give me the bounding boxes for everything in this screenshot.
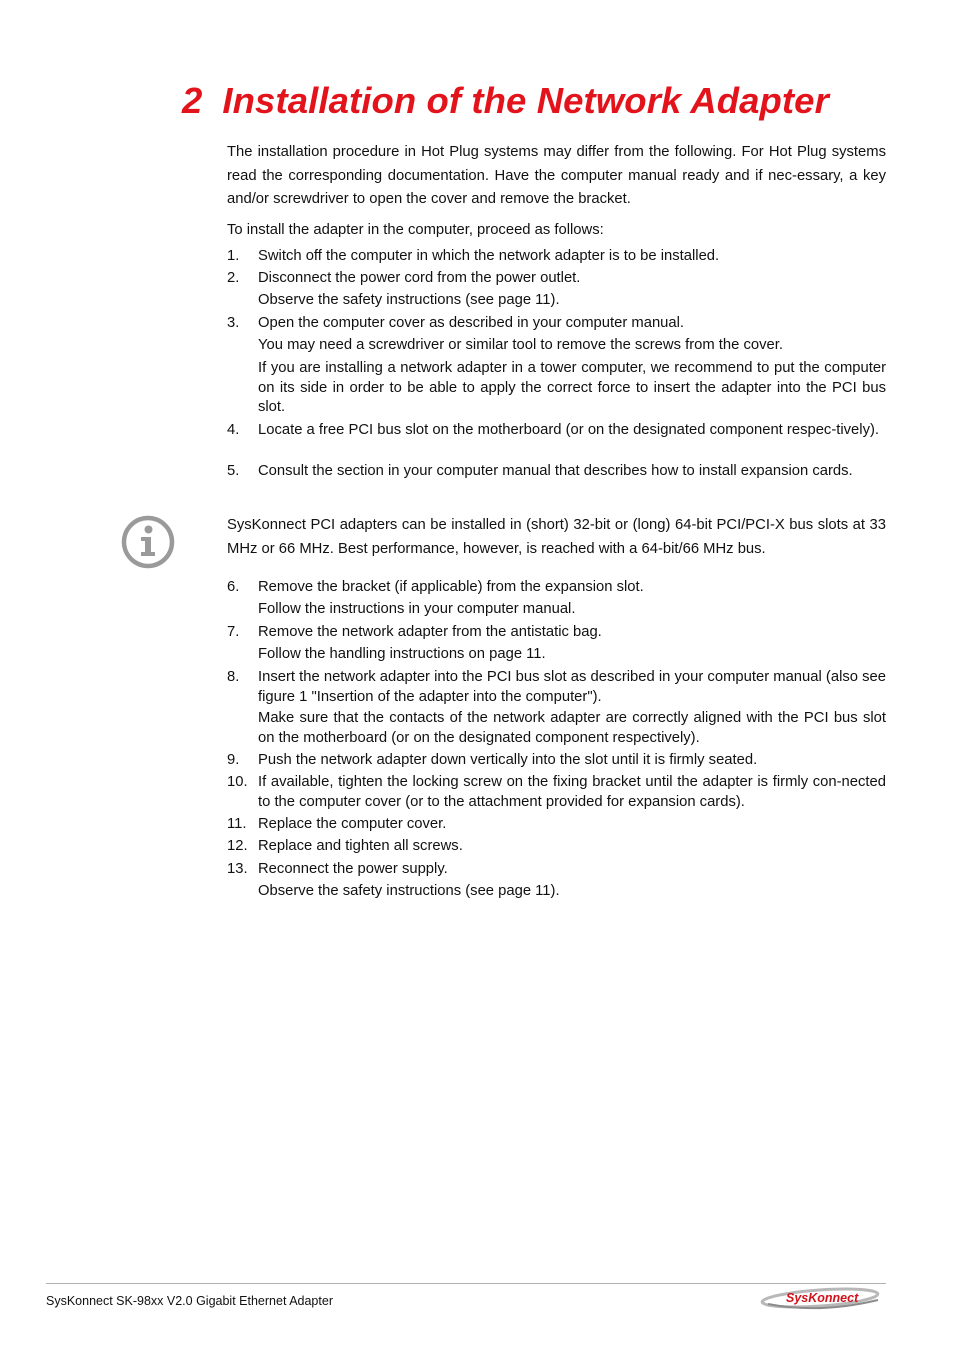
svg-text:SysKonnect: SysKonnect xyxy=(786,1291,859,1305)
list-item: 12. Replace and tighten all screws. xyxy=(227,838,463,854)
list-item: 8. Insert the network adapter into the PCI bus slot as described in your computer manual (also see figure 1 "Insertion of the adapter into the computer"). xyxy=(227,669,886,705)
chapter-title-text: Installation of the Network Adapter xyxy=(222,80,829,121)
intro-paragraph: The installation procedure in Hot Plug systems may differ from the following. For Hot Plug systems read the corresponding documentation. Have the computer manual ready and if nec-essary, a key and/or screwdriver to open the cover and remove the bracket. xyxy=(227,144,886,207)
info-note: SysKonnect PCI adapters can be installed in (short) 32-bit or (long) 64-bit PCI/PCI-X bus slots at 33 MHz or 66 MHz. Best performance, however, is reached with a 64-bit/66 MHz bus. xyxy=(227,517,886,557)
list-item: 9. Push the network adapter down vertically into the slot until it is firmly seated. xyxy=(227,752,758,768)
chapter-title xyxy=(182,80,829,122)
list-item-note: Observe the safety instructions (see page 11). xyxy=(258,292,560,308)
list-item-note: If you are installing a network adapter in a tower computer, we recommend to put the computer on its side in order to be able to apply the correct force to insert the adapter into the PCI bus slot. xyxy=(258,360,886,415)
list-item-note: Observe the safety instructions (see page 11). xyxy=(258,883,560,899)
chapter-number: 2 xyxy=(182,80,203,121)
list-item: 11. Replace the computer cover. xyxy=(227,816,447,832)
info-icon xyxy=(120,514,176,570)
list-item: 5. Consult the section in your computer manual that describes how to install expansion cards. xyxy=(227,463,853,479)
list-item-note: You may need a screwdriver or similar tool to remove the screws from the cover. xyxy=(258,337,783,353)
list-item: 4. Locate a free PCI bus slot on the motherboard (or on the designated component respec-tively). xyxy=(227,422,879,438)
list-item: 13. Reconnect the power supply. xyxy=(227,861,448,877)
list-item: 7. Remove the network adapter from the antistatic bag. xyxy=(227,624,602,640)
list-item: 3. Open the computer cover as described in your computer manual. xyxy=(227,315,685,331)
list-item-note: Follow the instructions in your computer manual. xyxy=(258,601,576,617)
lead-paragraph: To install the adapter in the computer, proceed as follows: xyxy=(227,222,604,238)
list-item: 1. Switch off the computer in which the network adapter is to be installed. xyxy=(227,248,720,264)
list-item-note: Follow the handling instructions on page 11. xyxy=(258,646,546,662)
list-item: 2. Disconnect the power cord from the power outlet. xyxy=(227,270,581,286)
footer-text: SysKonnect SK-98xx V2.0 Gigabit Ethernet Adapter xyxy=(46,1294,333,1308)
list-item-note: Make sure that the contacts of the network adapter are correctly aligned with the PCI bus slot on the motherboard (or on the designated component respectively). xyxy=(258,710,886,746)
syskonnect-logo xyxy=(760,1284,884,1314)
list-item: 10. If available, tighten the locking screw on the fixing bracket until the adapter is firmly con-nected to the computer cover (or to the attachment provided for expansion cards). xyxy=(227,774,886,810)
list-item: 6. Remove the bracket (if applicable) from the expansion slot. xyxy=(227,579,644,595)
